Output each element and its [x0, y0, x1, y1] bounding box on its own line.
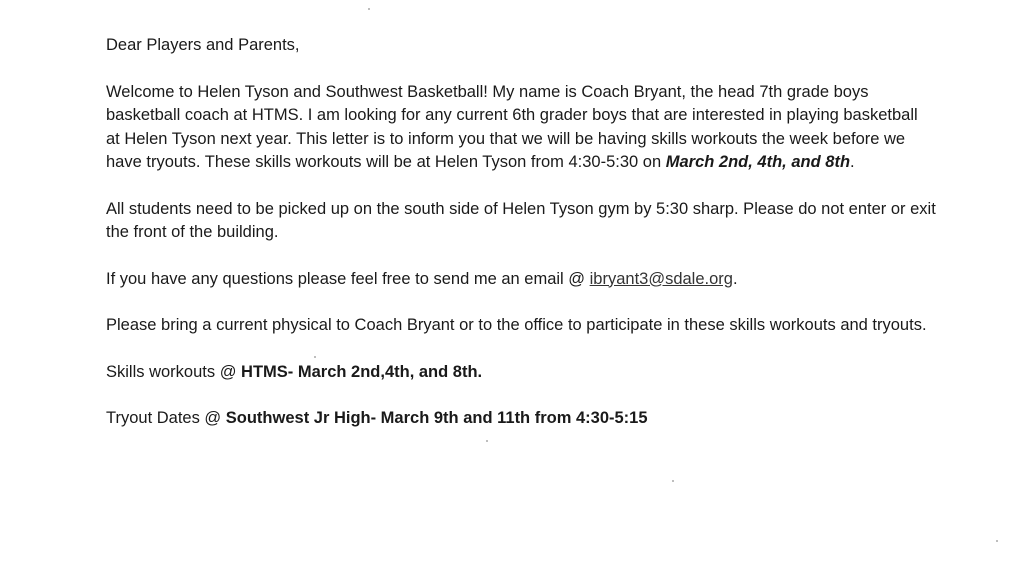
skills-details: HTMS- March 2nd,4th, and 8th. — [241, 362, 483, 381]
questions-paragraph — [106, 268, 936, 292]
skills-workouts-line — [106, 361, 936, 385]
greeting: Dear Players and Parents, — [106, 36, 300, 54]
scan-speck — [996, 540, 998, 542]
scan-speck — [672, 480, 674, 482]
tryout-dates-line — [106, 407, 936, 431]
scan-speck — [314, 356, 316, 358]
welcome-text: Welcome to Helen Tyson and Southwest Basketball! My name is Coach Bryant, the head 7th grade boys basketball coach at HTMS. I am looking for any current 6th grader boys that are interested in playing basketball at Helen Tyson next year. This letter is to inform you that we will be having skills workouts the week before we have tryouts. These skills workouts will be at Helen Tyson from 4:30-5:30 on — [106, 82, 918, 171]
welcome-paragraph — [106, 81, 936, 175]
letter-body — [106, 34, 936, 431]
tryout-details: Southwest Jr High- March 9th and 11th from 4:30-5:15 — [225, 409, 648, 427]
scan-speck — [486, 440, 488, 442]
questions-text: If you have any questions please feel free to send me an email @ — [106, 269, 590, 288]
skills-label: Skills workouts @ — [106, 362, 242, 381]
welcome-end: . — [850, 153, 855, 171]
physical-paragraph: Please bring a current physical to Coach Bryant or to the office to participate in these skills workouts and tryouts. — [106, 316, 927, 334]
pickup-paragraph: All students need to be picked up on the south side of Helen Tyson gym by 5:30 sharp. Please do not enter or exit the front of the building. — [106, 199, 936, 241]
questions-end: . — [732, 269, 738, 288]
email-link[interactable]: ibryant3@sdale.org — [589, 269, 733, 288]
tryout-label: Tryout Dates @ — [106, 409, 226, 427]
workout-dates: March 2nd, 4th, and 8th — [665, 153, 851, 171]
scan-speck — [368, 8, 370, 10]
